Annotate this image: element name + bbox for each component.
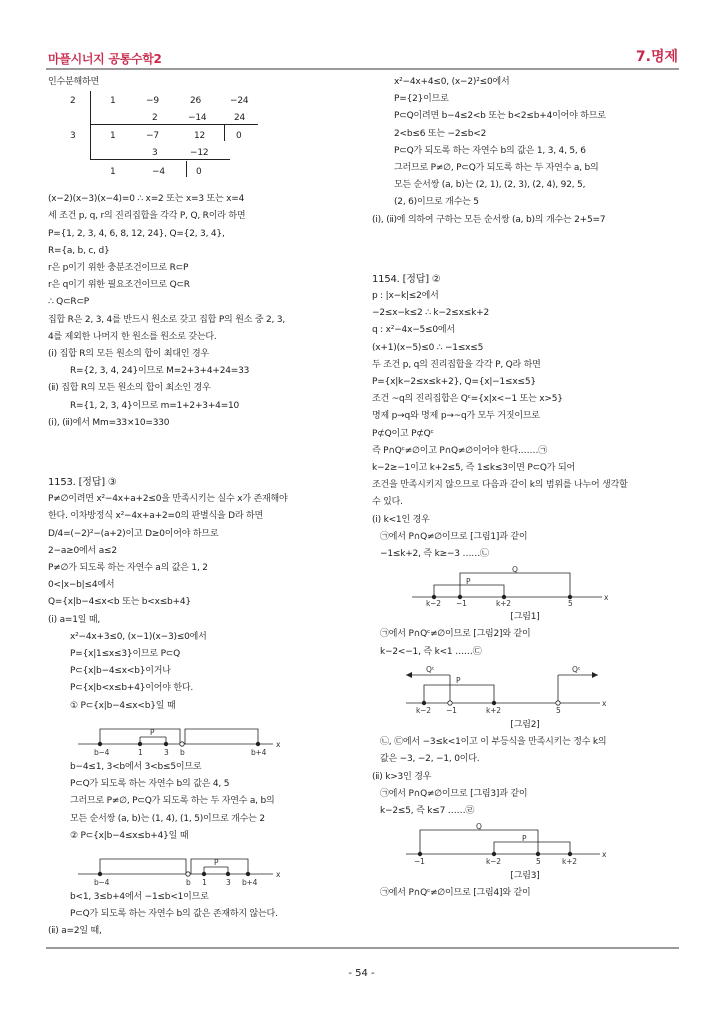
tick-label: b−4 (94, 747, 110, 757)
tick-label: 1 (138, 747, 143, 757)
number-line-figure (48, 847, 288, 887)
synthetic-division (48, 91, 360, 191)
set-label: Qᶜ (572, 664, 581, 674)
tick-label: 5 (568, 599, 573, 608)
text-line: b<1, 3≤b+4에서 −1≤b<1이므로 (70, 891, 209, 902)
text-line: 2<b≤6 또는 −2≤b<2 (394, 128, 487, 139)
divisor: 2 (70, 96, 76, 107)
text-line: r은 q이기 위한 필요조건이므로 Q⊂R (48, 280, 190, 291)
text-line: ∴ Q⊂R⊂P (48, 297, 90, 308)
coef: −9 (146, 96, 159, 107)
text-line: P={x|1≤x≤3}이므로 P⊂Q (70, 649, 181, 660)
text-line: R={a, b, c, d} (48, 245, 110, 256)
coef: 26 (190, 96, 202, 107)
right-column (372, 74, 678, 903)
text-line: 그러므로 P≠∅, P⊂Q가 되도록 하는 두 자연수 a, b의 (70, 796, 275, 807)
text-line: ① P⊂{x|b−4≤x<b}일 때 (70, 700, 176, 711)
answer-1153: 1153. [정답] ③ (48, 477, 117, 489)
set-label: P (522, 834, 527, 844)
text-line: 수 있다. (372, 497, 403, 508)
tick-label: b+4 (242, 877, 258, 887)
tick-label: b−4 (94, 877, 110, 887)
tick-label: 3 (226, 877, 231, 887)
text-line: −1≤k+2, 즉 k≥−3 ……㉡ (380, 549, 489, 560)
text-line: (ⅰ) a=1일 때, (48, 614, 101, 625)
text-line: 두 조건 p, q의 진리집합을 각각 P, Q라 하면 (372, 359, 541, 370)
text-line: (ⅰ), (ⅱ)에서 Mm=33×10=330 (48, 417, 170, 428)
text-line: 조건 ~q의 진리집합은 Qᶜ={x|x<−1 또는 x>5} (372, 394, 563, 405)
coef: 0 (196, 167, 202, 178)
text-line: r은 p이기 위한 충분조건이므로 R⊂P (48, 263, 189, 274)
tick-label: k−2 (426, 599, 441, 608)
text-line: k−2≥−1이고 k+2≤5, 즉 1≤k≤3이면 P⊂Q가 되어 (372, 463, 575, 474)
tick-label: b+4 (251, 747, 267, 757)
text-line: 2−a≥0에서 a≤2 (48, 545, 117, 556)
tick-label: −1 (446, 705, 457, 715)
text-line: P⊂Q이려면 b−4≤2<b 또는 b<2≤b+4이어야 하므로 (394, 111, 606, 122)
text-line: P⊂Q가 되도록 하는 자연수 b의 값은 존재하지 않는다. (70, 909, 278, 920)
text-line: 인수분해하면 (48, 77, 99, 87)
tick-label: 3 (164, 747, 169, 757)
figure-caption: [그림1] (510, 612, 540, 623)
coef: −4 (152, 167, 165, 178)
tick-label: b (186, 877, 191, 887)
tick-label: 5 (556, 705, 561, 715)
number-line-figure (372, 565, 612, 607)
text-line: 세 조건 p, q, r의 진리집합을 각각 P, Q, R이라 하면 (48, 211, 246, 222)
text-line: ② P⊂{x|b−4≤x≤b+4}일 때 (70, 830, 189, 841)
set-label: P (466, 577, 471, 587)
text-line: k−2≤5, 즉 k≤7 ……㉣ (380, 805, 475, 816)
set-label: Qᶜ (426, 664, 435, 674)
text-line: ㉠에서 P∩Q≠∅이므로 [그림3]과 같이 (380, 788, 528, 799)
tick-label: b (180, 747, 185, 757)
text-line: P⊄Q이고 P⊄Qᶜ (372, 428, 434, 439)
number-line-figure (372, 822, 612, 866)
text-line: (ⅰ) k<1인 경우 (372, 514, 430, 525)
text-line: P⊂{x|b<x≤b+4}이어야 한다. (70, 683, 194, 694)
tick-label: −1 (456, 599, 467, 608)
axis-label: x (602, 850, 607, 860)
divisor: 3 (70, 131, 76, 142)
text-line: P={x|k−2≤x≤k+2}, Q={x|−1≤x≤5} (372, 377, 536, 388)
text-line: P≠∅이려면 x²−4x+a+2≤0을 만족시키는 실수 x가 존재해야 (48, 494, 288, 505)
coef: −24 (230, 96, 249, 107)
text-line: 모든 순서쌍 (a, b)는 (1, 4), (1, 5)이므로 개수는 2 (70, 813, 265, 824)
text-line: P={1, 2, 3, 4, 6, 8, 12, 24}, Q={2, 3, 4}, (48, 228, 225, 239)
text-line: R={1, 2, 3, 4}이므로 m=1+2+3+4=10 (70, 400, 240, 411)
coef: 0 (236, 131, 242, 142)
coef: 1 (110, 96, 116, 107)
set-label: Q (476, 822, 482, 832)
axis-label: x (602, 698, 607, 708)
coef: −7 (146, 131, 159, 142)
text-line: (ⅰ) 집합 R의 모든 원소의 합이 최대인 경우 (48, 349, 210, 360)
set-label: P (456, 675, 461, 685)
text-line: ㉠에서 P∩Qᶜ≠∅이므로 [그림4]와 같이 (380, 888, 531, 899)
page-number: - 54 - (348, 968, 375, 979)
text-line: P⊂Q가 되도록 하는 자연수 b의 값은 1, 3, 4, 5, 6 (394, 145, 586, 156)
text-line: ㉠에서 P∩Qᶜ≠∅이므로 [그림2]와 같이 (380, 629, 531, 640)
text-line: P⊂{x|b−4≤x<b}이거나 (70, 666, 171, 677)
number-line-figure (372, 663, 612, 715)
coef: −12 (190, 148, 209, 159)
figure-caption: [그림2] (510, 719, 540, 730)
tick-label: k−2 (486, 857, 501, 867)
text-line: 모든 순서쌍 (a, b)는 (2, 1), (2, 3), (2, 4), 92, 5, (394, 180, 586, 191)
text-line: (ⅱ) 집합 R의 모든 원소의 합이 최소인 경우 (48, 383, 211, 394)
set-label: P (150, 727, 155, 737)
coef: 1 (110, 167, 116, 178)
coef: 1 (110, 131, 116, 142)
text-line: 조건을 만족시키지 않으므로 다음과 같이 k의 범위를 나누어 생각할 (372, 480, 628, 491)
text-line: 값은 −3, −2, −1, 0이다. (380, 754, 480, 765)
chapter-title: 7.명제 (635, 49, 678, 65)
text-line: P={2}이므로 (394, 94, 449, 105)
tick-label: k+2 (486, 705, 501, 715)
tick-label: 5 (536, 857, 541, 867)
text-line: (ⅰ), (ⅱ)에 의하여 구하는 모든 순서쌍 (a, b)의 개수는 2+5=7 (372, 214, 606, 225)
coef: 24 (234, 113, 246, 124)
text-line: ㉡, ㉢에서 −3≤k<1이고 이 부등식을 만족시키는 정수 k의 (380, 737, 607, 748)
tick-label: 1 (202, 877, 207, 887)
header-rule (46, 68, 679, 70)
text-line: q : x²−4x−5≤0에서 (372, 325, 455, 336)
left-column (48, 74, 360, 941)
text-line: 즉 P∩Qᶜ≠∅이고 P∩Q≠∅이어야 한다.……㉠ (372, 445, 548, 456)
axis-label: x (276, 869, 281, 879)
tick-label: k−2 (416, 705, 431, 715)
coef: 2 (152, 113, 158, 124)
coef: −14 (188, 113, 207, 124)
set-label: Q (512, 565, 518, 575)
tick-label: −1 (414, 857, 425, 867)
text-line: 집합 R은 2, 3, 4를 반드시 원소로 갖고 집합 P의 원소 중 2, 3, (48, 314, 286, 325)
text-line: Q={x|b−4≤x<b 또는 b<x≤b+4} (48, 597, 191, 608)
text-line: (ⅱ) k>3인 경우 (372, 771, 432, 782)
text-line: (x−2)(x−3)(x−4)=0 ∴ x=2 또는 x=3 또는 x=4 (48, 194, 245, 205)
text-line: (ⅱ) a=2일 때, (48, 926, 102, 937)
tick-label: k+2 (562, 857, 577, 867)
text-line: (x+1)(x−5)≤0 ∴ −1≤x≤5 (372, 342, 484, 353)
figure-caption: [그림3] (510, 871, 540, 882)
text-line: b−4≤1, 3<b에서 3<b≤5이므로 (70, 761, 202, 772)
text-line: 4를 제외한 나머지 한 원소를 원소로 갖는다. (48, 331, 217, 342)
set-label: P (214, 857, 219, 867)
answer-1154: 1154. [정답] ② (372, 273, 441, 285)
text-line: D/4=(−2)²−(a+2)이고 D≥0이어야 하므로 (48, 528, 219, 539)
tick-label: k+2 (496, 599, 511, 608)
text-line: k−2<−1, 즉 k<1 ……㉢ (380, 646, 482, 657)
text-line: P≠∅가 되도록 하는 자연수 a의 값은 1, 2 (48, 563, 208, 574)
axis-label: x (604, 593, 609, 603)
text-line: x²−4x+3≤0, (x−1)(x−3)≤0에서 (70, 631, 207, 642)
text-line: 명제 p→q와 명제 p→~q가 모두 거짓이므로 (372, 411, 540, 422)
text-line: ㉠에서 P∩Q≠∅이므로 [그림1]과 같이 (380, 531, 528, 542)
number-line-figure (48, 717, 288, 757)
text-line: p : |x−k|≤2에서 (372, 291, 439, 302)
text-line: R={2, 3, 4, 24}이므로 M=2+3+4+24=33 (70, 366, 250, 377)
text-line: (2, 6)이므로 개수는 5 (394, 197, 479, 208)
text-line: 0<|x−b|≤4에서 (48, 580, 115, 591)
text-line: 한다. 이차방정식 x²−4x+a+2=0의 판별식을 D라 하면 (48, 511, 264, 522)
coef: 3 (152, 148, 158, 159)
text-line: x²−4x+4≤0, (x−2)²≤0에서 (394, 77, 510, 87)
text-line: 그러므로 P≠∅, P⊂Q가 되도록 하는 두 자연수 a, b의 (394, 163, 599, 174)
axis-label: x (276, 739, 281, 749)
footer-rule (46, 947, 679, 949)
text-line: P⊂Q가 되도록 하는 자연수 b의 값은 4, 5 (70, 779, 230, 790)
coef: 12 (194, 131, 206, 142)
book-title: 마플시너지 공통수학2 (48, 52, 162, 66)
text-line: −2≤x−k≤2 ∴ k−2≤x≤k+2 (372, 308, 489, 319)
